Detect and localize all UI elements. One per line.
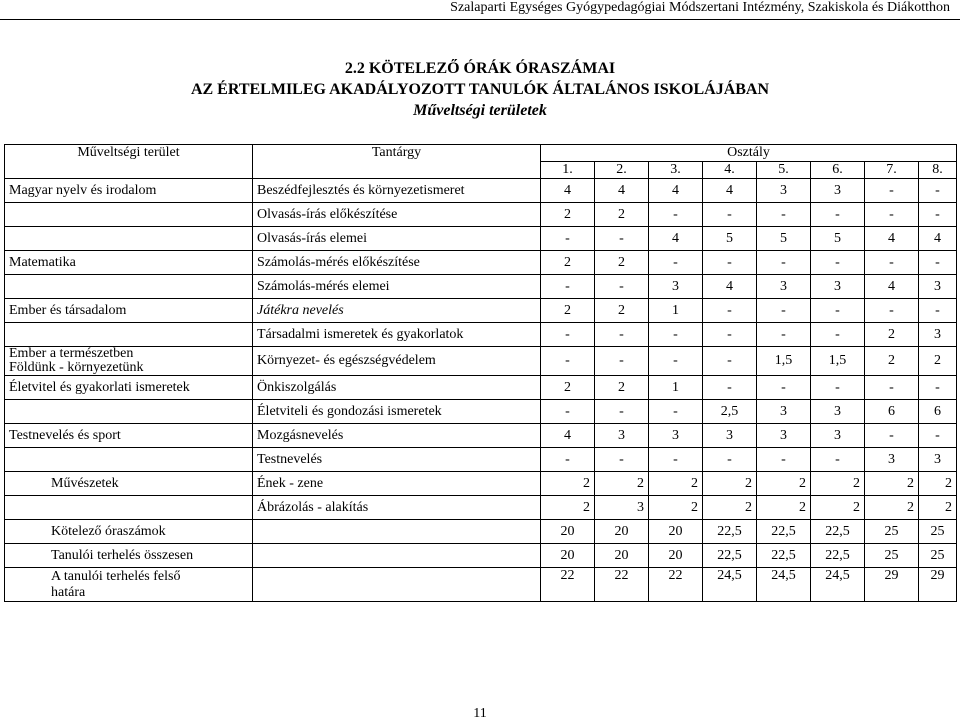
value-cell: - [919, 376, 957, 400]
value-cell: 1,5 [757, 347, 811, 376]
value-cell: - [757, 448, 811, 472]
value-cell: - [757, 299, 811, 323]
value-cell: 4 [703, 179, 757, 203]
page-number: 11 [473, 706, 487, 721]
title-line-3: Műveltségi területek [413, 102, 547, 119]
grade-3: 3. [649, 162, 703, 179]
value-cell: 1 [649, 299, 703, 323]
value-cell: 4 [541, 424, 595, 448]
value-cell: 4 [919, 227, 957, 251]
table-row [5, 496, 957, 520]
subject-cell: Ének - zene [253, 472, 541, 496]
title-line-2: AZ ÉRTELMILEG AKADÁLYOZOTT TANULÓK ÁLTALÁNOS ISKOLÁJÁBAN [190, 81, 770, 98]
value-cell: 2 [757, 472, 811, 496]
value-cell: 3 [757, 179, 811, 203]
table-row [5, 347, 957, 376]
subject-cell: Életviteli és gondozási ismeretek [253, 400, 541, 424]
value-cell: 2 [541, 203, 595, 227]
value-cell: 3 [919, 448, 957, 472]
area-cell [5, 275, 253, 299]
value-cell: 2 [595, 251, 649, 275]
value-cell: 3 [919, 275, 957, 299]
totals-value: 24,5 [757, 568, 811, 602]
value-cell: 4 [541, 179, 595, 203]
totals-label: Kötelező óraszámok [5, 520, 253, 544]
totals-value: 24,5 [811, 568, 865, 602]
area-cell [5, 496, 253, 520]
value-cell: - [811, 448, 865, 472]
value-cell: - [595, 275, 649, 299]
area-cell: Magyar nyelv és irodalom [5, 179, 253, 203]
totals-value: 22,5 [757, 544, 811, 568]
area-line-1: Ember a természetben [9, 346, 134, 361]
table-row [5, 400, 957, 424]
value-cell: - [757, 376, 811, 400]
value-cell: - [919, 203, 957, 227]
grade-6: 6. [811, 162, 865, 179]
table-row [5, 448, 957, 472]
table-row [5, 323, 957, 347]
table-row [5, 472, 957, 496]
value-cell: 1,5 [811, 347, 865, 376]
value-cell: 3 [757, 400, 811, 424]
value-cell: 2 [595, 299, 649, 323]
value-cell: 2 [595, 472, 649, 496]
grade-2: 2. [595, 162, 649, 179]
title-line-1: 2.2 KÖTELEZŐ ÓRÁK ÓRASZÁMAI [344, 60, 616, 77]
value-cell: 3 [811, 424, 865, 448]
table-row [5, 179, 957, 203]
value-cell: - [595, 227, 649, 251]
value-cell: - [595, 347, 649, 376]
value-cell: 3 [811, 179, 865, 203]
totals-label: Tanulói terhelés összesen [5, 544, 253, 568]
value-cell: - [703, 203, 757, 227]
header-rule [0, 19, 960, 20]
subject-cell: Számolás-mérés elemei [253, 275, 541, 299]
table-row [5, 227, 957, 251]
value-cell: - [865, 203, 919, 227]
value-cell: - [757, 203, 811, 227]
totals-row [5, 568, 957, 602]
subject-cell: Mozgásnevelés [253, 424, 541, 448]
area-cell: Művészetek [5, 472, 253, 496]
totals-label-line-2: határa [51, 584, 86, 600]
value-cell: - [865, 376, 919, 400]
value-cell: - [541, 400, 595, 424]
value-cell: 2 [865, 347, 919, 376]
totals-empty [253, 544, 541, 568]
value-cell: - [541, 347, 595, 376]
value-cell: - [919, 251, 957, 275]
totals-value: 22,5 [703, 520, 757, 544]
totals-value: 20 [649, 520, 703, 544]
value-cell: - [865, 251, 919, 275]
header-area-cont [5, 162, 253, 179]
header-grade: Osztály [541, 145, 957, 162]
table-row [5, 376, 957, 400]
area-cell: Ember és társadalom [5, 299, 253, 323]
value-cell: - [811, 299, 865, 323]
header-subject: Tantárgy [253, 145, 541, 162]
subject-cell: Környezet- és egészségvédelem [253, 347, 541, 376]
totals-value: 20 [649, 544, 703, 568]
value-cell: 2 [757, 496, 811, 520]
value-cell: 4 [649, 179, 703, 203]
subject-cell: Társadalmi ismeretek és gyakorlatok [253, 323, 541, 347]
totals-value: 20 [541, 544, 595, 568]
value-cell: 2 [541, 496, 595, 520]
subject-cell: Számolás-mérés előkészítése [253, 251, 541, 275]
totals-value: 22,5 [703, 544, 757, 568]
value-cell: 3 [649, 424, 703, 448]
value-cell: 4 [595, 179, 649, 203]
value-cell: - [919, 299, 957, 323]
table-row [5, 424, 957, 448]
subject-cell: Olvasás-írás elemei [253, 227, 541, 251]
running-header: Szalaparti Egységes Gyógypedagógiai Módszertani Intézmény, Szakiskola és Diákotthon [450, 0, 950, 15]
value-cell: 2 [541, 376, 595, 400]
value-cell: 3 [865, 448, 919, 472]
value-cell: 5 [703, 227, 757, 251]
totals-value: 25 [919, 544, 957, 568]
value-cell: - [703, 448, 757, 472]
grade-4: 4. [703, 162, 757, 179]
value-cell: 2 [649, 472, 703, 496]
area-cell [5, 227, 253, 251]
totals-value: 25 [865, 544, 919, 568]
totals-value: 24,5 [703, 568, 757, 602]
subject-cell: Olvasás-írás előkészítése [253, 203, 541, 227]
title-block [0, 58, 960, 121]
subject-cell: Ábrázolás - alakítás [253, 496, 541, 520]
value-cell: - [757, 323, 811, 347]
value-cell: - [703, 251, 757, 275]
value-cell: 3 [811, 400, 865, 424]
totals-value: 29 [919, 568, 957, 602]
totals-label [5, 568, 253, 602]
header-subject-cont [253, 162, 541, 179]
value-cell: 2 [541, 472, 595, 496]
value-cell: - [541, 227, 595, 251]
value-cell: 3 [757, 424, 811, 448]
totals-value: 22 [649, 568, 703, 602]
value-cell: - [757, 251, 811, 275]
totals-value: 20 [541, 520, 595, 544]
hours-table [4, 144, 957, 602]
table-row [5, 275, 957, 299]
value-cell: 2 [865, 496, 919, 520]
value-cell: 2 [541, 299, 595, 323]
value-cell: - [919, 424, 957, 448]
totals-value: 22,5 [811, 520, 865, 544]
value-cell: - [541, 323, 595, 347]
value-cell: 3 [757, 275, 811, 299]
value-cell: 4 [865, 227, 919, 251]
value-cell: - [703, 323, 757, 347]
value-cell: 2 [919, 496, 957, 520]
value-cell: - [541, 275, 595, 299]
totals-empty [253, 568, 541, 602]
subject-cell: Önkiszolgálás [253, 376, 541, 400]
totals-value: 29 [865, 568, 919, 602]
totals-empty [253, 520, 541, 544]
value-cell: 6 [865, 400, 919, 424]
value-cell: 2,5 [703, 400, 757, 424]
value-cell: - [811, 323, 865, 347]
value-cell: 2 [811, 472, 865, 496]
value-cell: - [703, 376, 757, 400]
totals-value: 20 [595, 544, 649, 568]
value-cell: 2 [595, 203, 649, 227]
area-cell [5, 448, 253, 472]
area-cell: Matematika [5, 251, 253, 275]
area-cell [5, 400, 253, 424]
value-cell: 3 [649, 275, 703, 299]
value-cell: - [811, 251, 865, 275]
value-cell: - [595, 323, 649, 347]
value-cell: - [649, 251, 703, 275]
value-cell: - [811, 203, 865, 227]
totals-value: 22 [541, 568, 595, 602]
value-cell: 2 [703, 472, 757, 496]
totals-label-line-1: A tanulói terhelés felső [51, 568, 181, 584]
value-cell: 2 [649, 496, 703, 520]
value-cell: 3 [595, 424, 649, 448]
value-cell: 4 [865, 275, 919, 299]
value-cell: 2 [919, 347, 957, 376]
value-cell: - [703, 347, 757, 376]
totals-value: 20 [595, 520, 649, 544]
value-cell: - [541, 448, 595, 472]
value-cell: 2 [865, 472, 919, 496]
value-cell: - [649, 400, 703, 424]
area-cell: Testnevelés és sport [5, 424, 253, 448]
totals-value: 22,5 [811, 544, 865, 568]
value-cell: 2 [919, 472, 957, 496]
table-row [5, 203, 957, 227]
totals-value: 25 [919, 520, 957, 544]
value-cell: - [865, 424, 919, 448]
value-cell: - [595, 400, 649, 424]
header-area: Műveltségi terület [5, 145, 253, 162]
value-cell: 1 [649, 376, 703, 400]
value-cell: - [919, 179, 957, 203]
totals-row [5, 520, 957, 544]
value-cell: 6 [919, 400, 957, 424]
value-cell: 2 [703, 496, 757, 520]
value-cell: 3 [703, 424, 757, 448]
value-cell: - [703, 299, 757, 323]
value-cell: - [811, 376, 865, 400]
grade-row [5, 162, 957, 179]
value-cell: 2 [595, 376, 649, 400]
table-row [5, 251, 957, 275]
subject-cell: Testnevelés [253, 448, 541, 472]
value-cell: - [649, 203, 703, 227]
value-cell: 2 [541, 251, 595, 275]
value-cell: 5 [757, 227, 811, 251]
area-cell [5, 347, 253, 376]
value-cell: 3 [595, 496, 649, 520]
value-cell: 4 [703, 275, 757, 299]
grade-7: 7. [865, 162, 919, 179]
area-cell [5, 203, 253, 227]
value-cell: - [649, 347, 703, 376]
value-cell: - [865, 179, 919, 203]
value-cell: 3 [811, 275, 865, 299]
totals-value: 25 [865, 520, 919, 544]
totals-row [5, 544, 957, 568]
value-cell: 4 [649, 227, 703, 251]
value-cell: - [865, 299, 919, 323]
totals-value: 22 [595, 568, 649, 602]
value-cell: 2 [811, 496, 865, 520]
value-cell: - [649, 448, 703, 472]
subject-cell: Beszédfejlesztés és környezetismeret [253, 179, 541, 203]
totals-value: 22,5 [757, 520, 811, 544]
subject-cell: Játékra nevelés [253, 299, 541, 323]
area-cell [5, 323, 253, 347]
area-line-2: Földünk - környezetünk [9, 360, 144, 375]
value-cell: 5 [811, 227, 865, 251]
value-cell: 2 [865, 323, 919, 347]
grade-5: 5. [757, 162, 811, 179]
value-cell: - [595, 448, 649, 472]
area-cell: Életvitel és gyakorlati ismeretek [5, 376, 253, 400]
grade-1: 1. [541, 162, 595, 179]
value-cell: 3 [919, 323, 957, 347]
grade-8: 8. [919, 162, 957, 179]
value-cell: - [649, 323, 703, 347]
table-row [5, 299, 957, 323]
